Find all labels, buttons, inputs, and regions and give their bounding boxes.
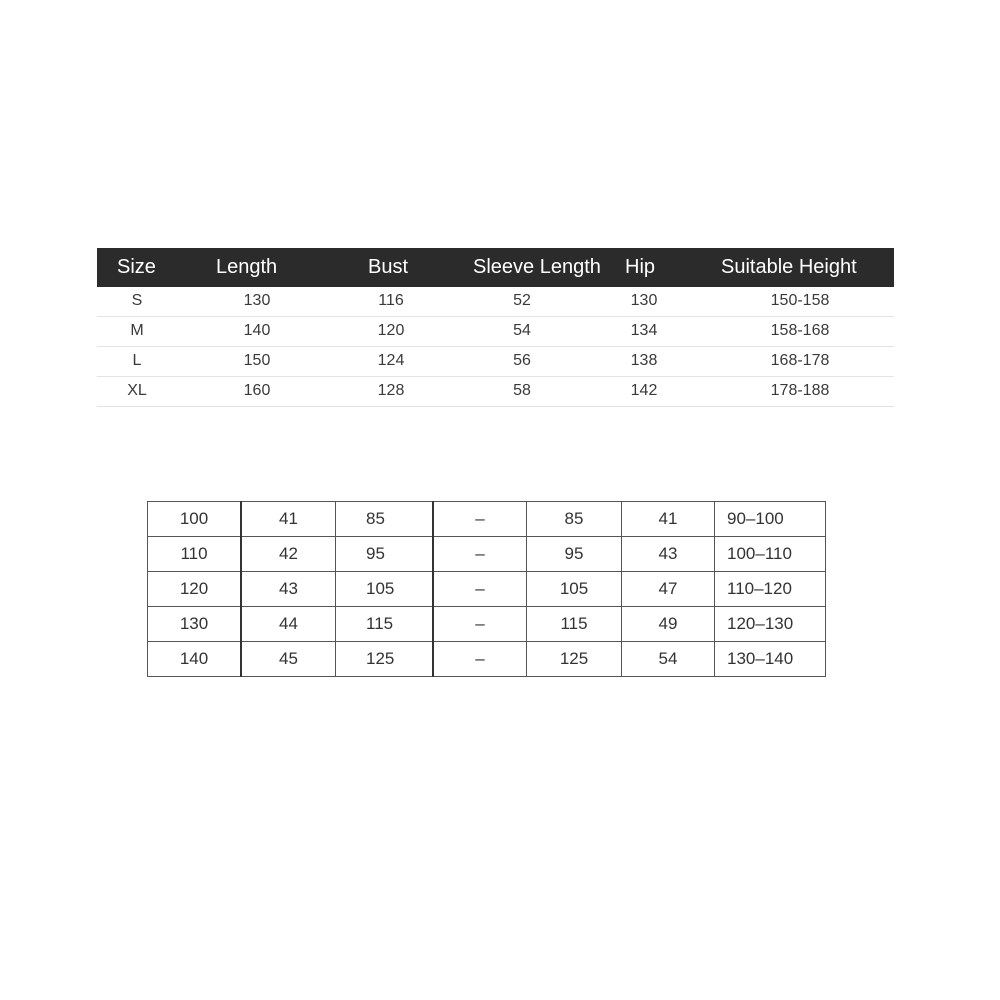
cell-bust: 124 — [377, 352, 405, 369]
table-cell: 115 — [336, 607, 434, 642]
table-row — [148, 572, 826, 607]
table-cell: – — [433, 607, 527, 642]
cell-length: 150 — [243, 352, 271, 369]
cell-hip: 142 — [630, 382, 658, 399]
table-row — [97, 287, 894, 317]
header-size: Size — [117, 256, 156, 278]
table-cell: 110–120 — [715, 572, 826, 607]
table-cell: 49 — [622, 607, 715, 642]
cell-suitable-height: 168-178 — [770, 352, 830, 369]
header-sleeve-length: Sleeve Length — [473, 256, 601, 278]
table-cell: 85 — [527, 502, 622, 537]
table-cell: 54 — [622, 642, 715, 677]
table-cell: 140 — [148, 642, 242, 677]
table-cell: – — [433, 642, 527, 677]
table-cell: 130–140 — [715, 642, 826, 677]
table-cell: 115 — [527, 607, 622, 642]
table-cell: 125 — [527, 642, 622, 677]
table-cell: 85 — [336, 502, 434, 537]
table-cell: 100–110 — [715, 537, 826, 572]
cell-size: XL — [127, 382, 147, 399]
table-cell: 125 — [336, 642, 434, 677]
table-cell: 130 — [148, 607, 242, 642]
table-cell: 95 — [336, 537, 434, 572]
table-row — [97, 377, 894, 407]
cell-length: 140 — [243, 322, 271, 339]
table-row — [148, 502, 826, 537]
table-cell: – — [433, 537, 527, 572]
table-cell: 105 — [336, 572, 434, 607]
cell-hip: 134 — [630, 322, 658, 339]
cell-suitable-height: 158-168 — [770, 322, 830, 339]
table-row — [97, 347, 894, 377]
header-suitable-height: Suitable Height — [721, 256, 857, 278]
cell-size: S — [131, 292, 143, 309]
header-hip: Hip — [625, 256, 656, 278]
cell-size: L — [132, 352, 142, 369]
cell-bust: 116 — [378, 292, 404, 309]
cell-sleeve-length: 56 — [513, 352, 531, 369]
adult-size-table — [97, 248, 894, 407]
cell-suitable-height: 178-188 — [770, 382, 830, 399]
table-row — [148, 642, 826, 677]
cell-hip: 130 — [630, 292, 658, 309]
table-cell: 44 — [241, 607, 336, 642]
table-cell: 95 — [527, 537, 622, 572]
header-bust: Bust — [368, 256, 409, 278]
table-cell: 120–130 — [715, 607, 826, 642]
table-cell: 120 — [148, 572, 242, 607]
child-size-table — [147, 501, 826, 677]
cell-bust: 128 — [377, 382, 405, 399]
cell-hip: 138 — [630, 352, 658, 369]
header-length: Length — [216, 256, 278, 278]
table-cell: 105 — [527, 572, 622, 607]
table-cell: 41 — [241, 502, 336, 537]
table-cell: 41 — [622, 502, 715, 537]
table-cell: 90–100 — [715, 502, 826, 537]
table-row — [97, 317, 894, 347]
table-cell: – — [433, 572, 527, 607]
table-cell: 43 — [241, 572, 336, 607]
cell-bust: 120 — [377, 322, 405, 339]
table-cell: 42 — [241, 537, 336, 572]
table-cell: 100 — [148, 502, 242, 537]
cell-sleeve-length: 58 — [513, 382, 531, 399]
table-row — [148, 607, 826, 642]
table-row — [148, 537, 826, 572]
adult-table-header — [97, 248, 894, 287]
table-cell: 43 — [622, 537, 715, 572]
cell-size: M — [130, 322, 144, 339]
table-cell: 47 — [622, 572, 715, 607]
cell-length: 130 — [243, 292, 271, 309]
cell-sleeve-length: 54 — [513, 322, 531, 339]
cell-suitable-height: 150-158 — [770, 292, 830, 309]
cell-length: 160 — [243, 382, 271, 399]
table-cell: – — [433, 502, 527, 537]
cell-sleeve-length: 52 — [513, 292, 531, 309]
table-cell: 110 — [148, 537, 242, 572]
table-cell: 45 — [241, 642, 336, 677]
